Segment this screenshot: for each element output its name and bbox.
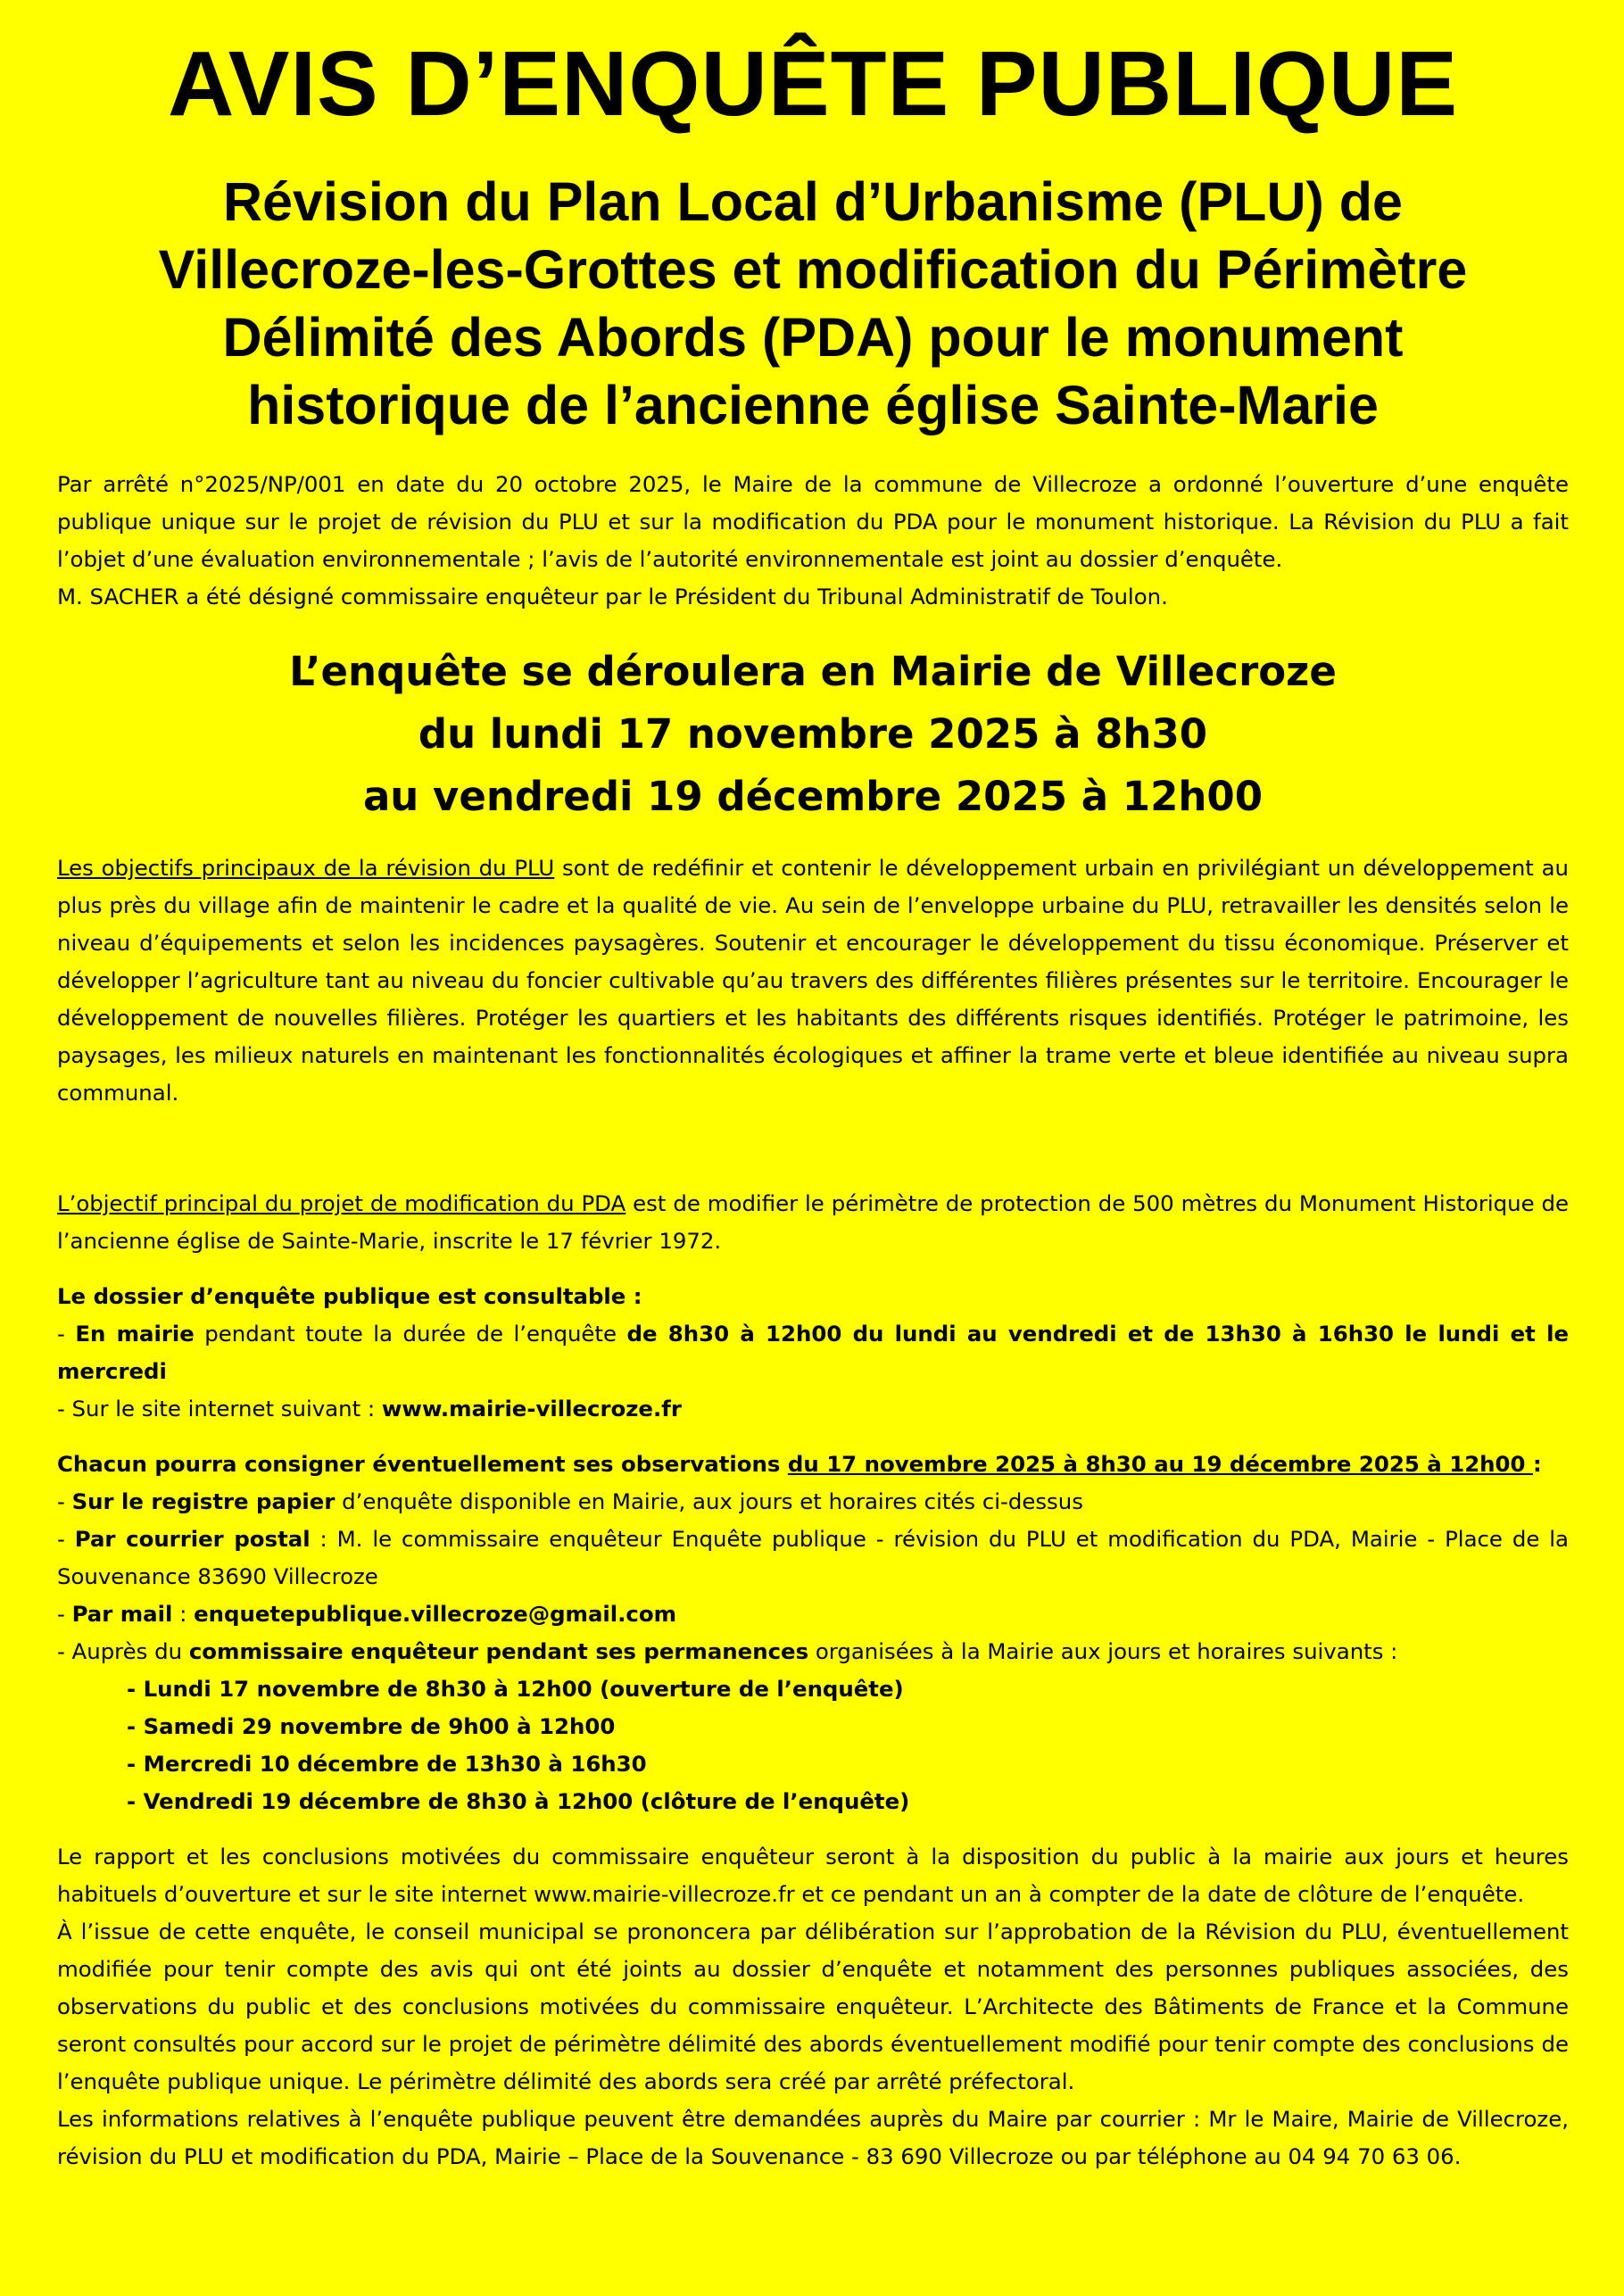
subtitle-line: Révision du Plan Local d’Urbanisme (PLU) de (223, 171, 1403, 232)
dossier-mairie-text: pendant toute la durée de l’enquête (194, 1321, 627, 1347)
mail-label: Par mail (71, 1601, 173, 1627)
observations-heading (57, 1446, 1569, 1483)
plu-objectives-paragraph (57, 850, 1569, 1112)
courrier-label: Par courrier postal (74, 1526, 311, 1552)
aupres-text: - Auprès du (57, 1638, 189, 1664)
observations-aupres (57, 1633, 1569, 1670)
closing-contact-paragraph: Les informations relatives à l’enquête publique peuvent être demandées auprès du Maire par courrier : Mr le Maire, Mairie de Villecroze, révision du PLU et modification du PDA, Mairie – Place de la Souvenance - 83 690 Villecroze ou par téléphone au 04 94 70 63 06. (57, 2106, 1569, 2169)
permanence-item: - Mercredi 10 décembre de 13h30 à 16h30 (127, 1751, 647, 1777)
commissioner-paragraph: M. SACHER a été désigné commissaire enquêteur par le Président du Tribunal Administratif de Toulon. (57, 584, 1168, 609)
dossier-mairie-hours: de 8h30 à 12h00 du lundi au vendredi et de 13h30 à 16h30 le lundi et le mercredi (57, 1321, 1569, 1384)
observations-courrier: - Par courrier postal : M. le commissaire enquêteur Enquête publique - révision du PLU et modification du PDA, Mairie - Place de la Souvenance 83690 Villecroze (57, 1526, 1569, 1589)
closing-council-paragraph: À l’issue de cette enquête, le conseil municipal se prononcera par délibération sur l’approbation de la Révision du PLU, éventuellement modifiée pour tenir compte des avis qui ont été joints au dossier d’enquête et notamment des personnes publiques associées, des observations du public et des conclusions motivées du commissaire enquêteur. L’Architecte des Bâtiments de France et la Commune seront consultés pour accord sur le projet de périmètre délimité des abords éventuellement modifié pour tenir compte des conclusions de l’enquête publique unique. Le périmètre délimité des abords sera créé par arrêté préfectoral. (57, 1919, 1569, 2094)
dates-start: du lundi 17 novembre 2025 à 8h30 (418, 710, 1208, 758)
closing-report-paragraph: Le rapport et les conclusions motivées du commissaire enquêteur seront à la disposition du public à la mairie aux jours et heures habituels d’ouverture et sur le site internet www.mairie-villecroze.fr et ce pendant un an à compter de la date de clôture de l’enquête. (57, 1844, 1569, 1907)
permanence-item: - Vendredi 19 décembre de 8h30 à 12h00 (clôture de l’enquête) (127, 1788, 910, 1814)
plu-objectives-label: Les objectifs principaux de la révision du PLU (57, 855, 555, 881)
observations-heading-end: : (1532, 1451, 1542, 1477)
pda-objective-paragraph (57, 1185, 1569, 1260)
dates-end: au vendredi 19 décembre 2025 à 12h00 (362, 773, 1264, 820)
notice-title: AVIS D’ENQUÊTE PUBLIQUE (167, 32, 1459, 135)
aupres-label: commissaire enquêteur pendant ses permanences (188, 1638, 809, 1664)
courrier-text: : M. le commissaire enquêteur Enquête publique - révision du PLU et modification du PDA, Mairie - Place de la Souvenance 83690 Villecroze (57, 1526, 1569, 1589)
pda-objective-label: L’objectif principal du projet de modification du PDA (57, 1190, 626, 1216)
permanence-item: - Samedi 29 novembre de 9h00 à 12h00 (127, 1713, 616, 1739)
dossier-website-text: - Sur le site internet suivant : (57, 1396, 382, 1422)
dossier-mairie-label: En mairie (75, 1321, 195, 1347)
website-link[interactable]: www.mairie-villecroze.fr (381, 1396, 682, 1422)
aupres-end: organisées à la Mairie aux jours et horaires suivants : (808, 1638, 1398, 1664)
notice-subtitle (57, 168, 1569, 439)
intro-section (57, 466, 1569, 616)
subtitle-line: Villecroze-les-Grottes et modification du Périmètre (158, 239, 1468, 300)
dossier-mairie (57, 1315, 1569, 1390)
permanence-item: - Lundi 17 novembre de 8h30 à 12h00 (ouverture de l’enquête) (127, 1676, 904, 1702)
intro-paragraph: Par arrêté n°2025/NP/001 en date du 20 octobre 2025, le Maire de la commune de Villecroze a ordonné l’ouverture d’une enquête publique unique sur le projet de révision du PLU et sur la modification du PDA pour le monument historique. La Révision du PLU a fait l’objet d’une évaluation environnementale ; l’avis de l’autorité environnementale est joint au dossier d’enquête. (57, 471, 1569, 572)
dates-location: L’enquête se déroulera en Mairie de Villecroze (289, 648, 1337, 695)
observations-registre: - Sur le registre papier d’enquête disponible en Mairie, aux jours et horaires cités ci-dessus (57, 1488, 1083, 1514)
subtitle-line: Délimité des Abords (PDA) pour le monument (222, 307, 1404, 368)
observations-heading-text: Chacun pourra consigner éventuellement ses observations (57, 1451, 788, 1477)
observations-mail: - Par mail : enquetepublique.villecroze@gmail.com (57, 1601, 677, 1627)
pda-objective-text: est de modifier le périmètre de protection de 500 mètres du Monument Historique de l’ancienne église de Sainte-Marie, inscrite le 17 février 1972. (57, 1190, 1569, 1254)
dossier-mairie-prefix: - (57, 1321, 76, 1347)
registre-label: Sur le registre papier (71, 1488, 336, 1514)
objectives-section (57, 850, 1569, 2176)
registre-text: d’enquête disponible en Mairie, aux jours et horaires cités ci-dessus (335, 1488, 1083, 1514)
inquiry-dates (57, 641, 1569, 828)
dossier-website (57, 1390, 1569, 1428)
observations-dates: du 17 novembre 2025 à 8h30 au 19 décembre 2025 à 12h00 (787, 1451, 1533, 1477)
subtitle-line: historique de l’ancienne église Sainte-Marie (247, 375, 1379, 435)
mail-separator: : (172, 1601, 195, 1627)
plu-objectives-text: sont de redéfinir et contenir le développement urbain en privilégiant un développement au plus près du village afin de maintenir le cadre et la qualité de vie. Au sein de l’enveloppe urbaine du PLU, retravailler les densités selon le niveau d’équipements et selon les incidences paysagères. Soutenir et encourager le développement du tissu économique. Préserver et développer l’agriculture tant au niveau du foncier cultivable qu’au travers des différentes filières présentes sur le territoire. Encourager le développement de nouvelles filières. Protéger les quartiers et les habitants des différents risques identifiés. Protéger le patrimoine, les paysages, les milieux naturels en maintenant les fonctionnalités écologiques et affiner la trame verte et bleue identifiée au niveau supra communal. (57, 855, 1569, 1106)
dossier-heading: Le dossier d’enquête publique est consultable : (57, 1283, 642, 1309)
mail-address-link[interactable]: enquetepublique.villecroze@gmail.com (194, 1601, 677, 1627)
